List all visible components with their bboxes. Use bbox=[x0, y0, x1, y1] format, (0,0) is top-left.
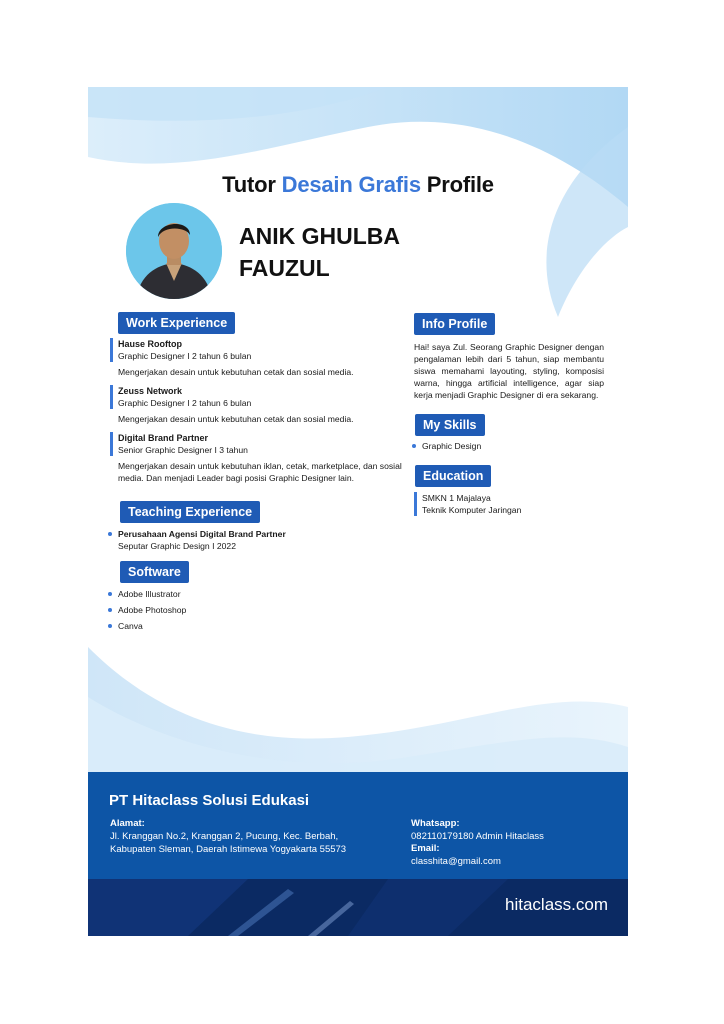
footer-band bbox=[88, 879, 628, 936]
whatsapp-label: Whatsapp: bbox=[411, 818, 460, 829]
software-list bbox=[108, 588, 308, 632]
software-heading-wrap bbox=[120, 561, 189, 583]
work-item-header bbox=[110, 338, 410, 362]
list-item: Graphic Design bbox=[412, 440, 592, 452]
avatar-icon bbox=[126, 203, 222, 299]
teaching-heading-wrap bbox=[120, 501, 260, 523]
list-item: Adobe Photoshop bbox=[108, 604, 308, 616]
work-item-title: Hause Rooftop bbox=[118, 339, 182, 349]
title-accent: Desain Grafis bbox=[281, 172, 421, 197]
contact-block bbox=[411, 818, 611, 868]
whatsapp-number: 082110179180 Admin Hitaclass bbox=[411, 831, 544, 842]
work-item-header bbox=[110, 385, 410, 409]
address-label: Alamat: bbox=[110, 818, 145, 829]
profile-page bbox=[88, 87, 628, 936]
teaching-item-title: Perusahaan Agensi Digital Brand Partner bbox=[108, 528, 408, 540]
address-block bbox=[110, 818, 400, 856]
education-heading-wrap bbox=[415, 465, 491, 487]
education-school: SMKN 1 Majalaya bbox=[422, 493, 491, 503]
work-item-title: Zeuss Network bbox=[118, 386, 183, 396]
work-item-desc: Mengerjakan desain untuk kebutuhan iklan, cetak, marketplace, dan sosial media. Dan menjadi Leader bagi posisi Graphic Designer lain. bbox=[118, 461, 402, 483]
footer bbox=[88, 772, 628, 936]
address-line2: Kabupaten Sleman, Daerah Istimewa Yogyakarta 55573 bbox=[110, 844, 347, 855]
teaching-item bbox=[108, 528, 408, 552]
teaching-item-sub: Seputar Graphic Design I 2022 bbox=[118, 541, 236, 551]
my-skills-heading: My Skills bbox=[415, 414, 485, 436]
profile-name bbox=[239, 220, 400, 284]
work-experience-heading: Work Experience bbox=[118, 312, 235, 334]
page-title bbox=[88, 172, 628, 198]
list-item: Canva bbox=[108, 620, 308, 632]
education-item-header bbox=[414, 492, 594, 516]
name-line1: ANIK GHULBA bbox=[239, 223, 400, 249]
work-item-title: Digital Brand Partner bbox=[118, 433, 209, 443]
work-item-role: Graphic Designer I 2 tahun 6 bulan bbox=[118, 398, 252, 408]
info-profile-heading: Info Profile bbox=[414, 313, 495, 335]
work-item-header bbox=[110, 432, 410, 456]
work-item-role: Graphic Designer I 2 tahun 6 bulan bbox=[118, 351, 252, 361]
work-heading-wrap bbox=[118, 312, 235, 334]
education-major: Teknik Komputer Jaringan bbox=[422, 505, 522, 515]
company-name: PT Hitaclass Solusi Edukasi bbox=[109, 792, 310, 809]
profile-photo bbox=[126, 203, 222, 299]
software-heading: Software bbox=[120, 561, 189, 583]
work-item-desc: Mengerjakan desain untuk kebutuhan cetak dan sosial media. bbox=[118, 367, 354, 377]
info-heading-wrap bbox=[414, 313, 495, 335]
email-label: Email: bbox=[411, 843, 440, 854]
work-item bbox=[110, 432, 410, 484]
name-line2: FAUZUL bbox=[239, 255, 330, 281]
teaching-experience-heading: Teaching Experience bbox=[120, 501, 260, 523]
email-address: classhita@gmail.com bbox=[411, 856, 501, 867]
education-heading: Education bbox=[415, 465, 491, 487]
work-item bbox=[110, 385, 410, 425]
address-line1: Jl. Kranggan No.2, Kranggan 2, Pucung, Kec. Berbah, bbox=[110, 831, 339, 842]
work-item-desc: Mengerjakan desain untuk kebutuhan cetak dan sosial media. bbox=[118, 414, 354, 424]
skills-heading-wrap bbox=[415, 414, 485, 436]
skills-list bbox=[412, 440, 592, 452]
education-item bbox=[414, 492, 594, 516]
list-item: Adobe Illustrator bbox=[108, 588, 308, 600]
info-profile-text: Hai! saya Zul. Seorang Graphic Designer dengan pengalaman lebih dari 5 tahun, siap membantu siswa memahami layouting, styling, komposisi warna, hingga artificial intelligence, agar siap kerja menjadi Graphic Designer di era sekarang. bbox=[414, 342, 604, 400]
title-suffix: Profile bbox=[420, 172, 494, 197]
website-link[interactable]: hitaclass.com bbox=[505, 895, 608, 914]
title-prefix: Tutor bbox=[222, 172, 282, 197]
work-item bbox=[110, 338, 410, 378]
work-item-role: Senior Graphic Designer I 3 tahun bbox=[118, 445, 248, 455]
